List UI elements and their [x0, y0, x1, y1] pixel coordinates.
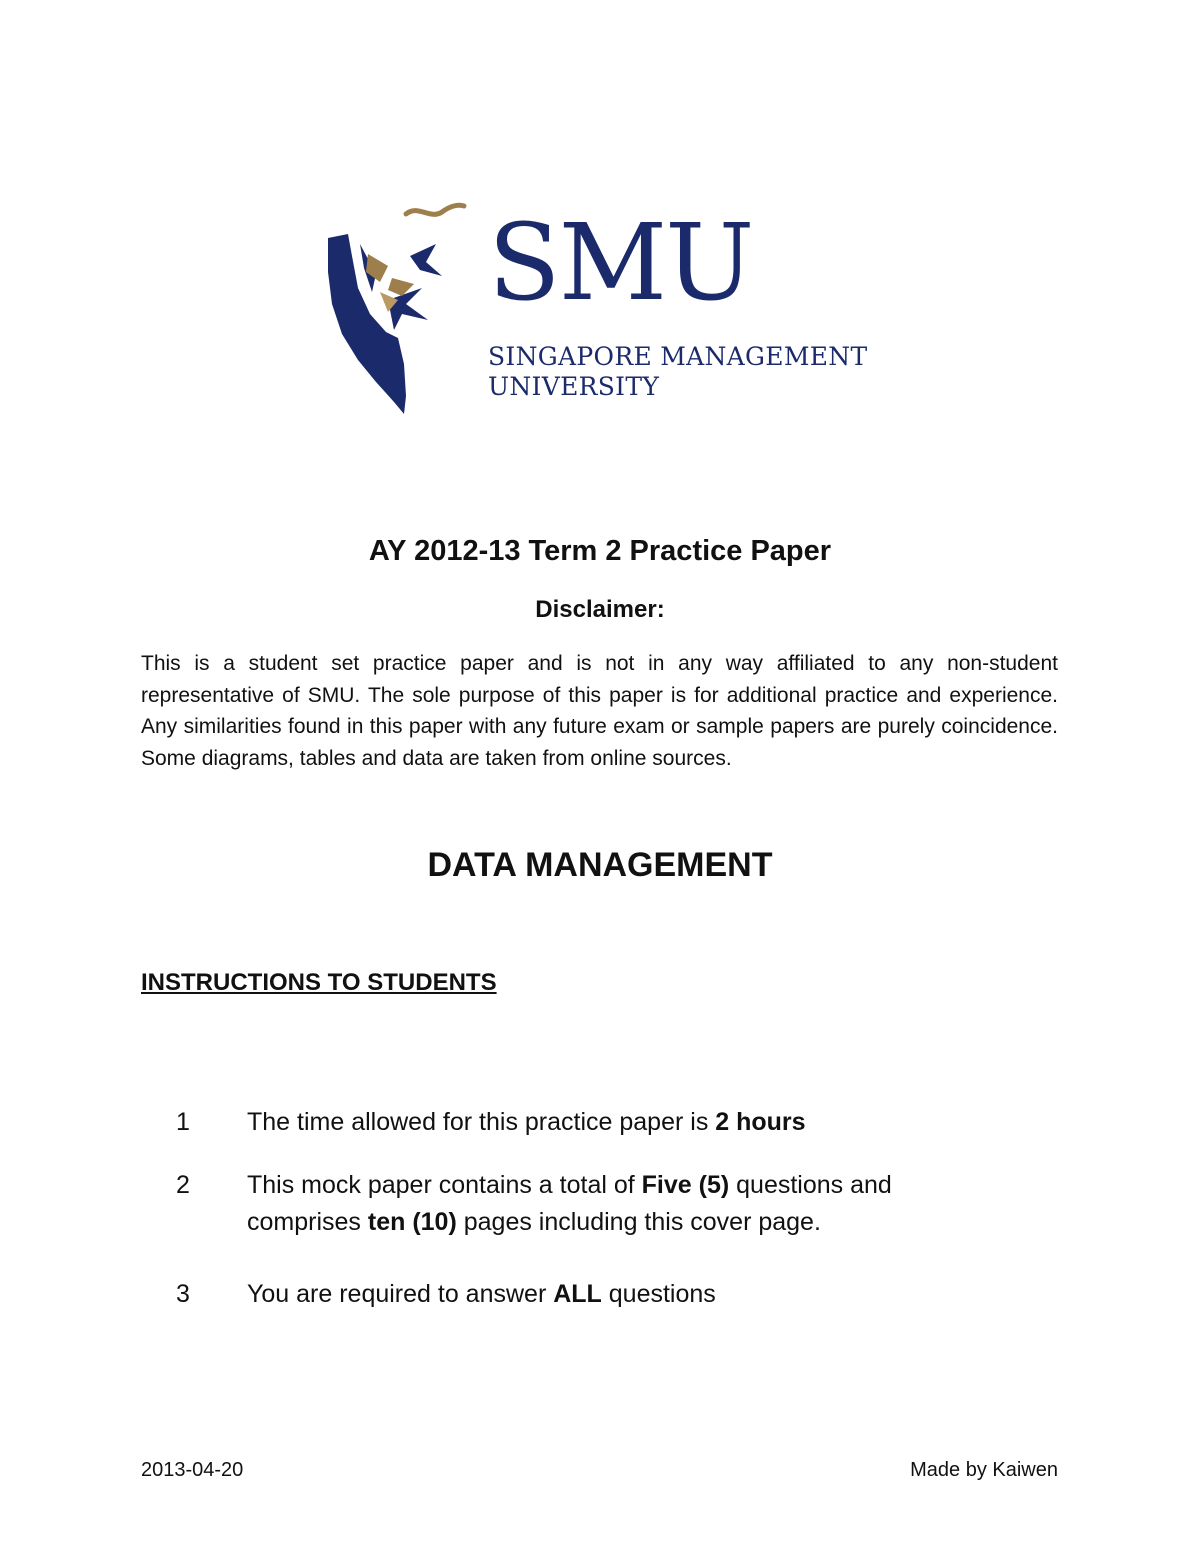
logo-subtitle-line1: SINGAPORE MANAGEMENT [488, 342, 868, 371]
instruction-number: 1 [176, 1108, 190, 1136]
footer-date: 2013-04-20 [141, 1459, 244, 1481]
logo-subtitle [488, 342, 867, 402]
instruction-text: You are required to answer ALL questions [247, 1280, 716, 1308]
instruction-number: 2 [176, 1171, 190, 1199]
emblem-point-shape [410, 244, 442, 276]
emblem-star-shape [388, 288, 428, 330]
logo-subtitle-line2: UNIVERSITY [488, 372, 660, 401]
instruction-text: This mock paper contains a total of Five (5) questions and comprises ten (10) pages including this cover page. [247, 1171, 892, 1236]
disclaimer-body: This is a student set practice paper and is not in any way affiliated to any non-student representative of SMU. The sole purpose of this paper is for additional practice and experience. Any similarities found in this paper with any future exam or sample papers are purely coincidence. Some diagrams, tables and data are taken from online sources. [141, 652, 1058, 770]
smu-logo [318, 196, 878, 426]
smu-emblem-icon [318, 196, 488, 426]
paper-title: AY 2012-13 Term 2 Practice Paper [368, 535, 832, 567]
footer-author: Made by Kaiwen [910, 1459, 1058, 1481]
instructions-heading: INSTRUCTIONS TO STUDENTS [141, 969, 497, 996]
logo-wordmark: SMU [488, 201, 753, 324]
swoosh-shape [406, 205, 464, 214]
instruction-text: The time allowed for this practice paper is 2 hours [247, 1108, 806, 1136]
subject-title: DATA MANAGEMENT [427, 846, 773, 884]
disclaimer-heading: Disclaimer: [535, 596, 665, 623]
instruction-number: 3 [176, 1280, 190, 1308]
